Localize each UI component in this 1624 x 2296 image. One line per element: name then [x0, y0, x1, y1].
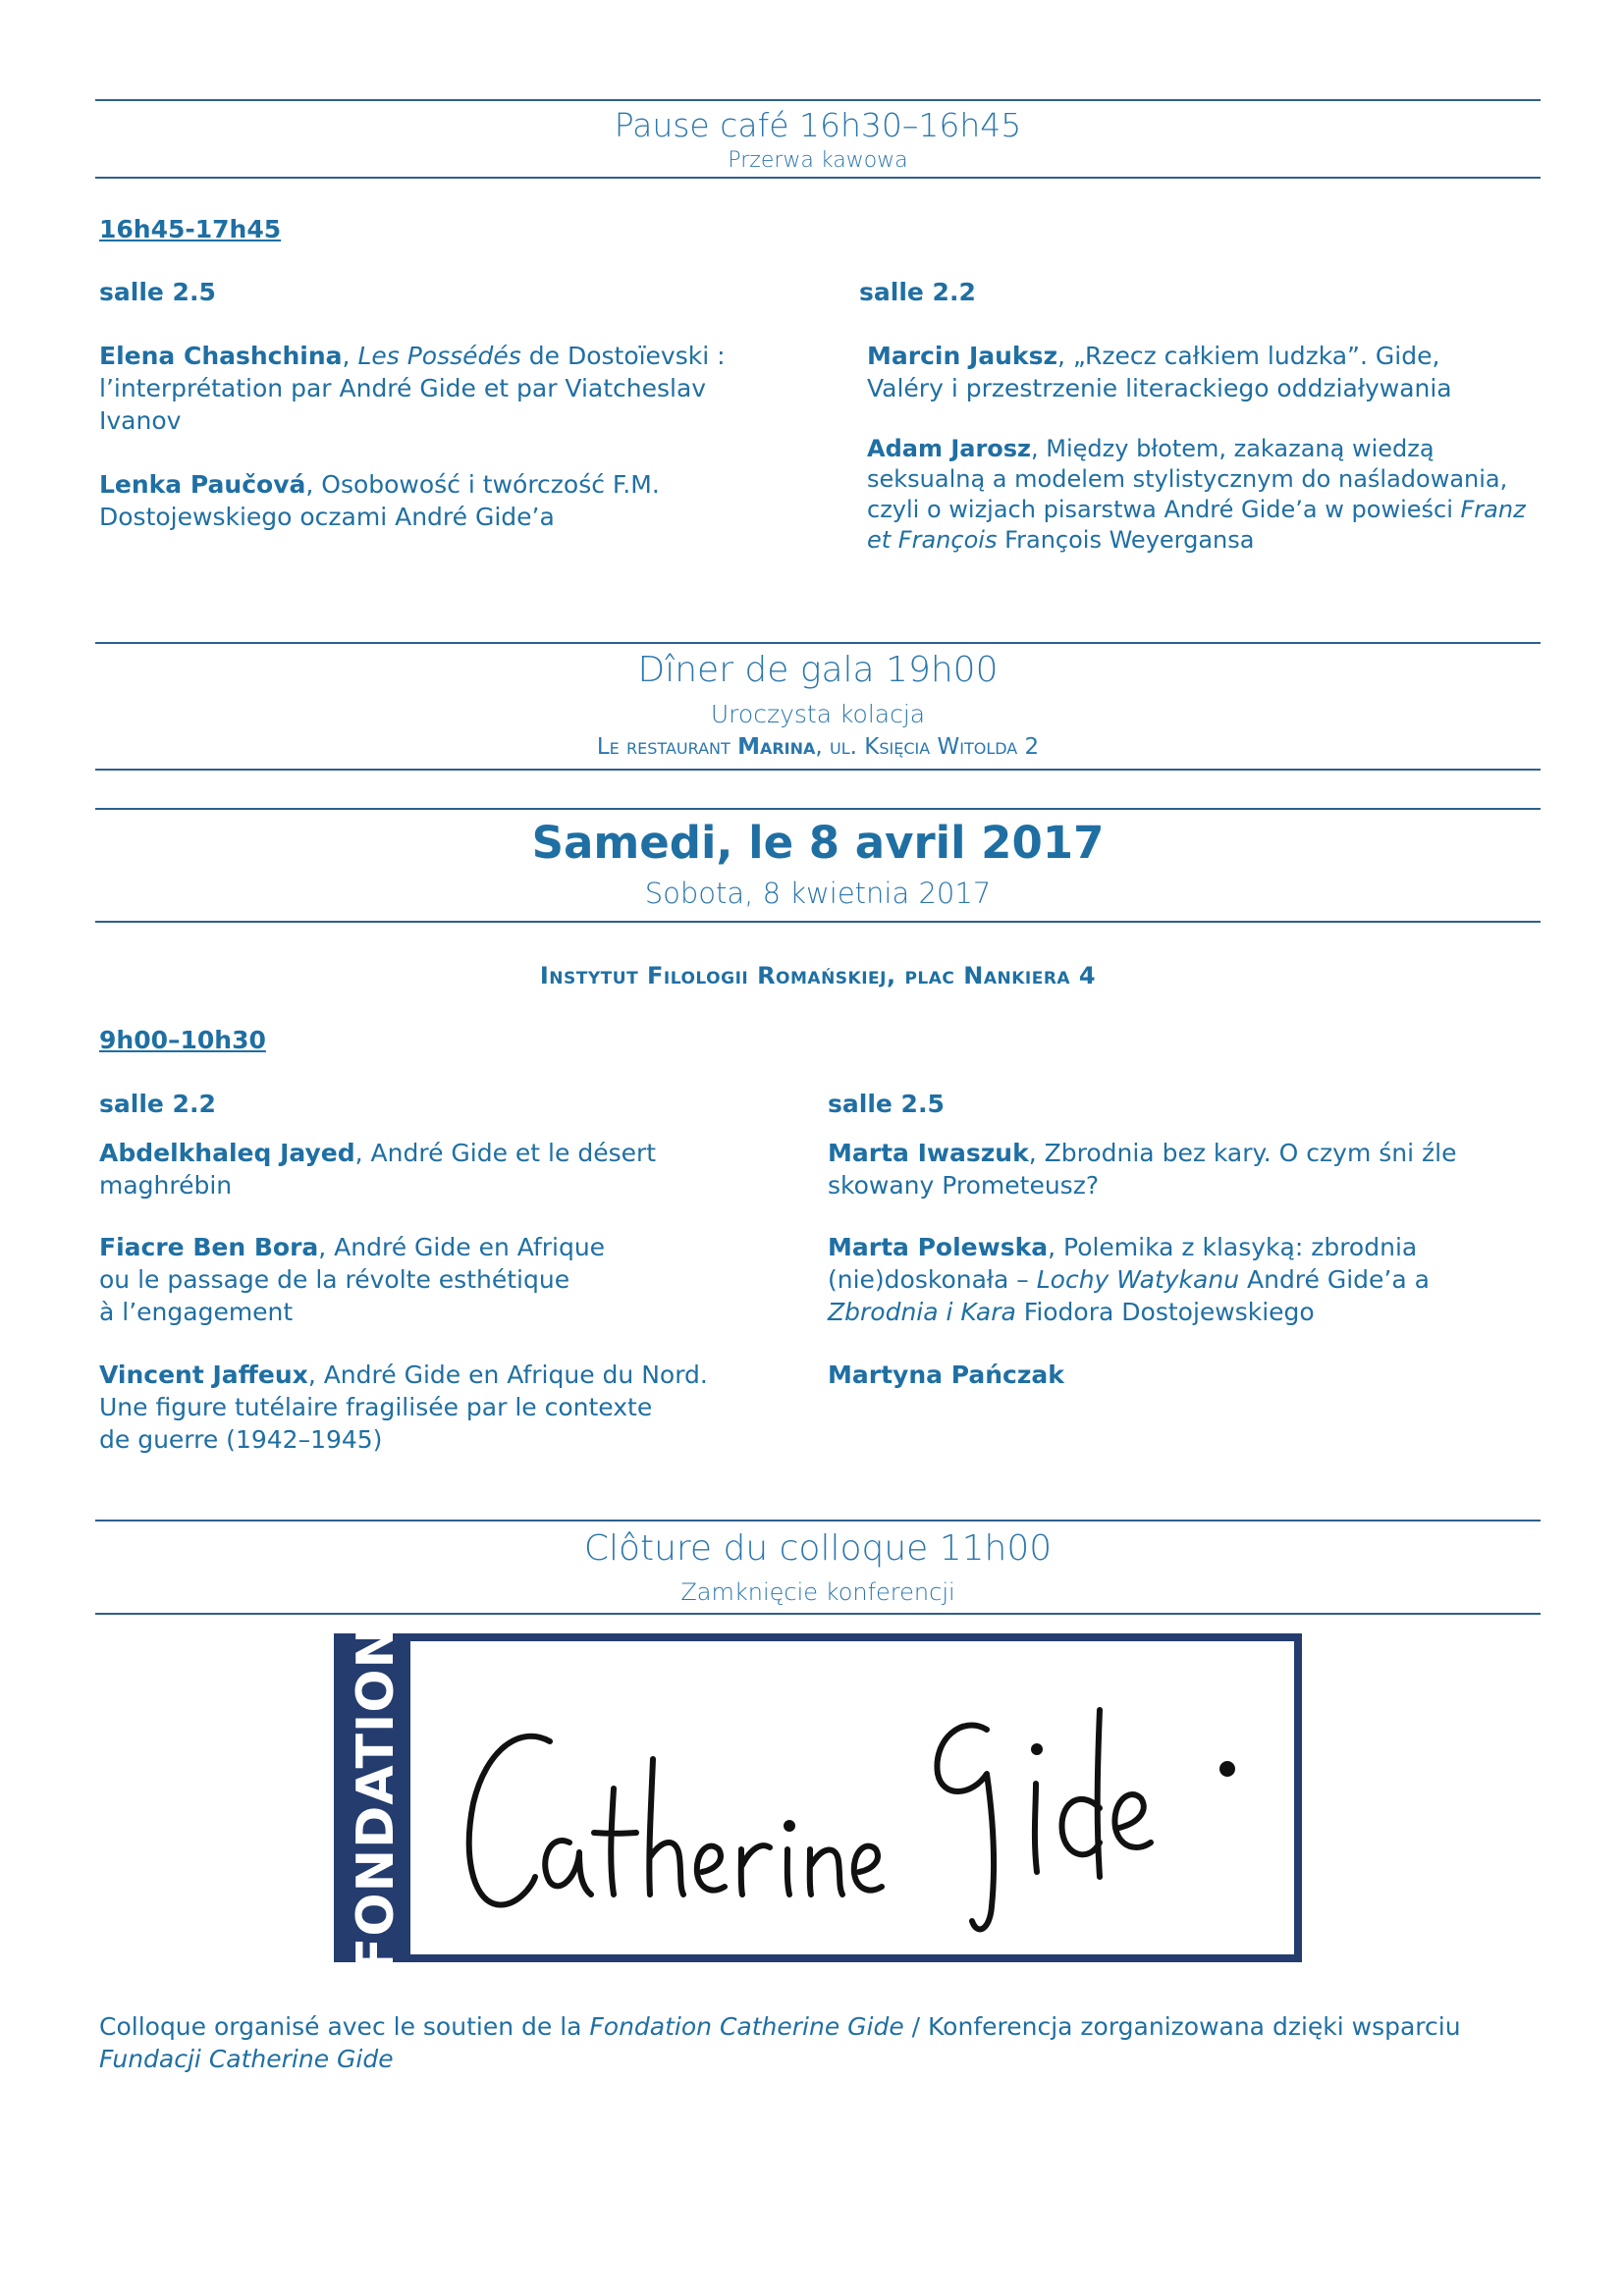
- talk-entry: Lenka Paučová, Osobowość i twórczość F.M. Dostojewskiego oczami André Gide’a: [99, 470, 660, 531]
- talk-entry: Marcin Jauksz, „Rzecz całkiem ludzka”. Gide, Valéry i przestrzenie literackiego oddziaływania: [867, 342, 1452, 402]
- work-title: Franz et François: [867, 496, 1526, 554]
- divider-line: [95, 921, 1541, 923]
- session-time: 9h00–10h30: [99, 1026, 266, 1054]
- foundation-name: Fondation Catherine Gide: [589, 2012, 904, 2041]
- talk-entry: Marta Polewska, Polemika z klasyką: zbrodnia (nie)doskonała – Lochy Watykanu André Gide’a a Zbrodnia i Kara Fiodora Dostojewskiego: [828, 1233, 1430, 1326]
- signature-image: [412, 1641, 1296, 1954]
- speaker-name: Vincent Jaffeux: [99, 1361, 308, 1389]
- work-title: Les Possédés: [357, 342, 521, 370]
- talk-entry: Marta Iwaszuk, Zbrodnia bez kary. O czym śni źle skowany Prometeusz?: [828, 1139, 1457, 1200]
- talk-entry: Vincent Jaffeux, André Gide en Afrique du Nord. Une figure tutélaire fragilisée par le contexte de guerre (1942–1945): [99, 1361, 708, 1454]
- foundation-name-pl: Fundacji Catherine Gide: [99, 2045, 394, 2073]
- session-time: 16h45-17h45: [99, 215, 282, 243]
- institute-address: Instytut Filologii Romańskiej, plac Nankiera 4: [539, 962, 1097, 989]
- speaker-name: Adam Jarosz: [867, 435, 1032, 462]
- logo-band-text: FONDATION: [347, 1624, 406, 1972]
- restaurant-name: Marina: [737, 734, 816, 760]
- speaker-name: Fiacre Ben Bora: [99, 1233, 319, 1261]
- speaker-name: Marta Polewska: [828, 1233, 1049, 1261]
- talk-entry: Abdelkhaleq Jayed, André Gide et le désert maghrébin: [99, 1139, 657, 1200]
- fondation-catherine-gide-logo: [334, 1624, 1302, 1972]
- talk-entry: Adam Jarosz, Między błotem, zakazaną wiedzą seksualną a modelem stylistycznym do naśladowania, czyli o wizjach pisarstwa André Gide’a w powieści Franz et François François Weyergansa: [867, 435, 1526, 554]
- divider-line: [95, 99, 1541, 101]
- speaker-name: Marcin Jauksz: [867, 342, 1057, 370]
- day-subtitle: Sobota, 8 kwietnia 2017: [644, 877, 992, 910]
- speaker-name: Marta Iwaszuk: [828, 1139, 1029, 1167]
- pause-subtitle: Przerwa kawowa: [728, 148, 908, 173]
- diner-place: Le restaurant Marina, ul. Księcia Witolda 2: [596, 734, 1040, 760]
- divider-line: [95, 642, 1541, 644]
- speaker-name: Lenka Paučová: [99, 470, 306, 499]
- speaker-name: Abdelkhaleq Jayed: [99, 1139, 355, 1167]
- divider-line: [95, 1520, 1541, 1522]
- divider-line: [95, 769, 1541, 771]
- work-title: Lochy Watykanu: [1036, 1265, 1240, 1294]
- diner-subtitle: Uroczysta kolacja: [710, 700, 926, 728]
- divider-line: [95, 808, 1541, 810]
- work-title: Zbrodnia i Kara: [828, 1298, 1016, 1326]
- closing-title: Clôture du colloque 11h00: [583, 1528, 1053, 1569]
- room-label: salle 2.5: [99, 278, 216, 306]
- talk-entry: Elena Chashchina, Les Possédés de Dostoïevski : l’interprétation par André Gide et par Viatcheslav Ivanov: [99, 342, 726, 435]
- diner-title: Dîner de gala 19h00: [637, 650, 999, 690]
- speaker-name: Elena Chashchina: [99, 342, 343, 370]
- sponsor-note: Colloque organisé avec le soutien de la Fondation Catherine Gide / Konferencja zorganizowana dzięki wsparciu Fundacji Catherine Gide: [99, 2012, 1461, 2073]
- talk-entry: [828, 1359, 1466, 1391]
- room-label: salle 2.2: [99, 1090, 216, 1118]
- closing-subtitle: Zamknięcie konferencji: [680, 1578, 955, 1606]
- talk-entry: Fiacre Ben Bora, André Gide en Afrique ou le passage de la révolte esthétique à l’engagement: [99, 1233, 606, 1326]
- day-title: Samedi, le 8 avril 2017: [531, 817, 1105, 869]
- speaker-name: Martyna Pańczak: [828, 1361, 1064, 1389]
- divider-line: [95, 1613, 1541, 1615]
- room-label: salle 2.2: [859, 278, 976, 306]
- divider-line: [95, 177, 1541, 179]
- pause-title: Pause café 16h30–16h45: [614, 106, 1022, 144]
- logo-band: [342, 1624, 410, 1972]
- room-label: salle 2.5: [828, 1090, 945, 1118]
